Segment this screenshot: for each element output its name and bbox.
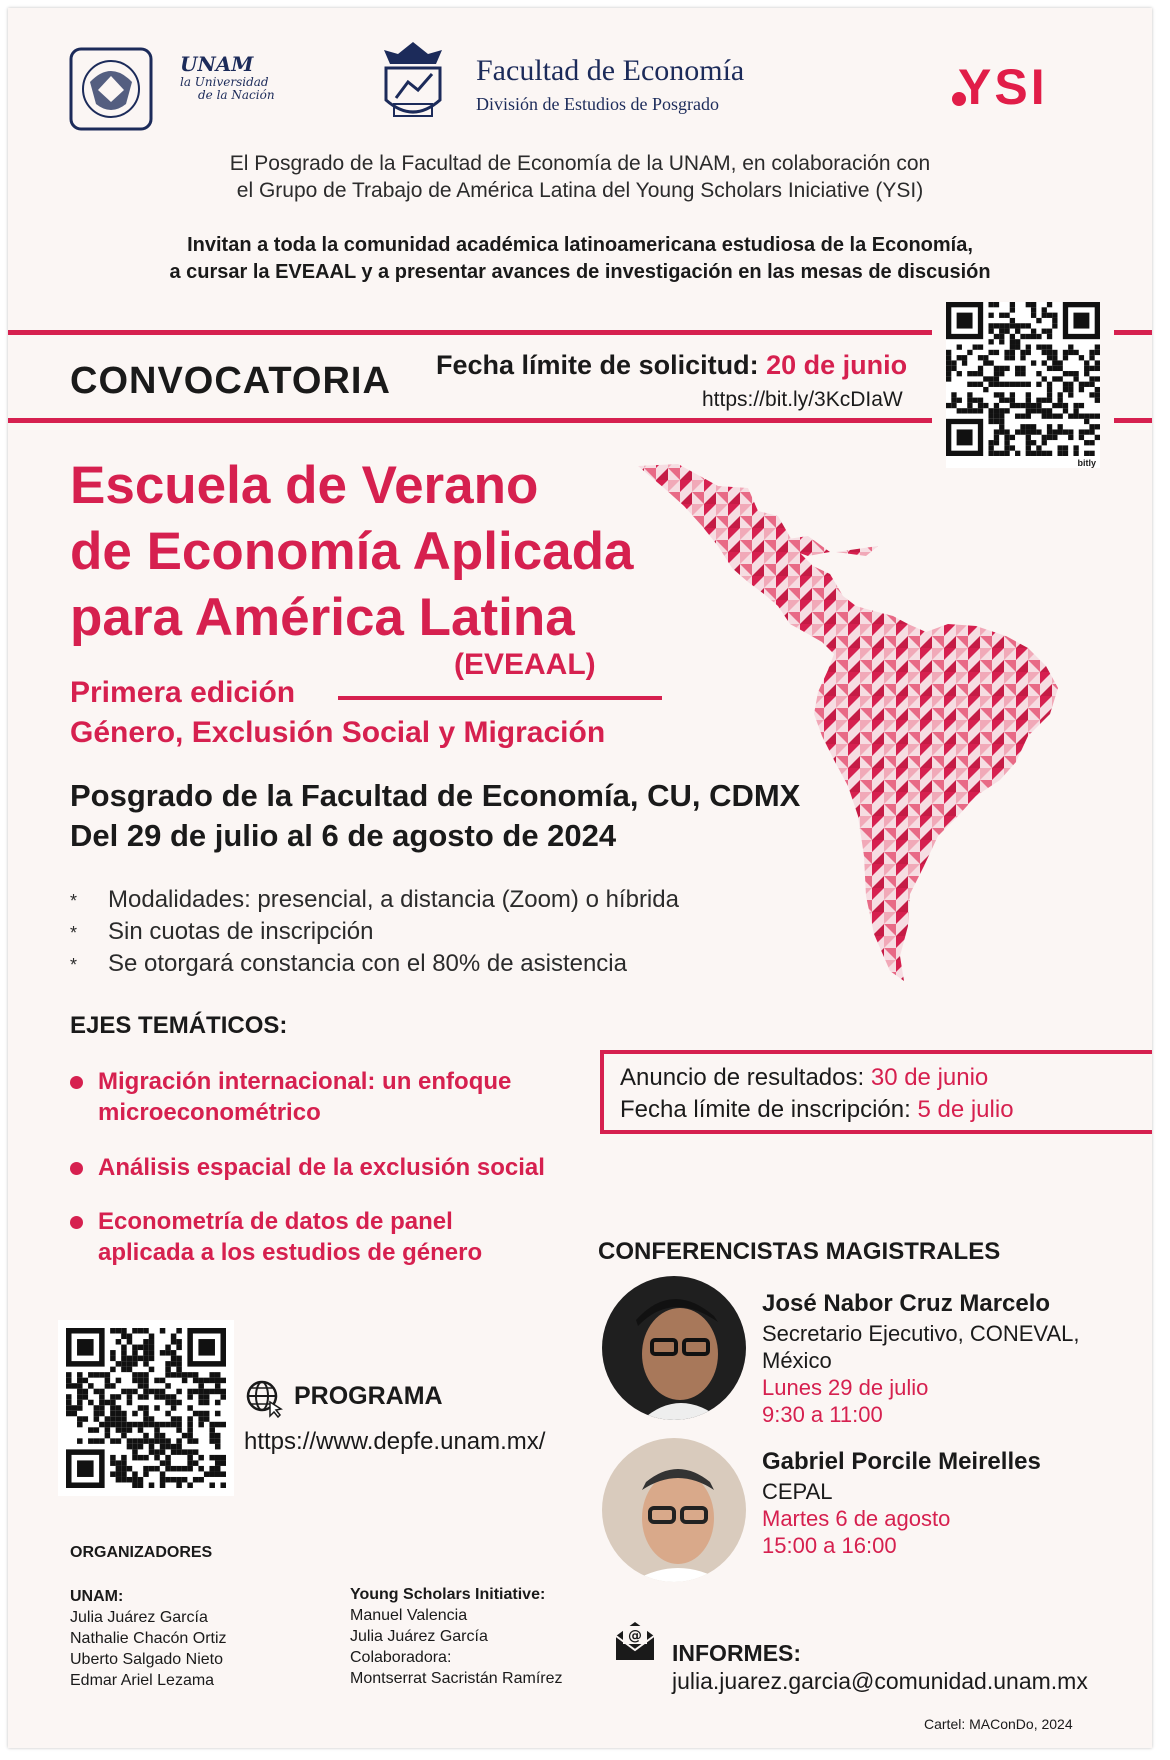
eje-line: aplicada a los estudios de género	[98, 1239, 483, 1266]
application-url[interactable]: https://bit.ly/3KcDIaW	[702, 388, 903, 411]
eje-line: Migración internacional: un enfoque	[98, 1068, 512, 1095]
bottom-rule-right	[1114, 418, 1152, 423]
unam-tagline-2: de la Nación	[198, 88, 275, 102]
speaker-2-role: CEPAL	[762, 1479, 833, 1504]
bullet-dot-icon	[70, 1216, 83, 1229]
organizers-unam-heading: UNAM:	[70, 1588, 124, 1605]
star-icon: *	[70, 955, 78, 975]
enroll-line	[620, 1094, 1152, 1126]
ysi-logo: YSI	[958, 59, 1048, 115]
unam-tagline-1: la Universidad	[180, 75, 269, 89]
eje-item	[70, 1066, 511, 1128]
poster-credit: Cartel: MAConDo, 2024	[924, 1716, 1073, 1732]
speaker-2-day: Martes 6 de agosto	[762, 1506, 951, 1531]
bullet-text: Se otorgará constancia con el 80% de asistencia	[108, 950, 627, 977]
unam-nation-logo	[180, 52, 280, 116]
bullet-text: Sin cuotas de inscripción	[108, 918, 374, 945]
organizer-name: Julia Juárez García	[350, 1628, 488, 1645]
unam-wordmark: UNAM	[180, 52, 254, 76]
intro-line-1: El Posgrado de la Facultad de Economía de la UNAM, en colaboración con	[229, 152, 931, 175]
organizer-name: Montserrat Sacristán Ramírez	[350, 1670, 563, 1687]
organizer-name: Manuel Valencia	[350, 1607, 468, 1624]
informes-label: INFORMES:	[672, 1640, 802, 1666]
speaker-1-country: México	[762, 1348, 832, 1373]
latin-america-map	[608, 456, 1148, 996]
qr-caption: bitly	[1077, 458, 1096, 468]
application-qr-code[interactable]	[946, 302, 1100, 468]
speaker-1-name: José Nabor Cruz Marcelo	[762, 1290, 1051, 1317]
program-label: PROGRAMA	[294, 1382, 443, 1410]
organizer-name: Edmar Ariel Lezama	[70, 1672, 215, 1689]
edition-rule	[338, 696, 662, 700]
intro-line-2: el Grupo de Trabajo de América Latina del Young Scholars Iniciative (YSI)	[236, 179, 924, 202]
qr-code-graphic	[946, 302, 1100, 456]
title-line-3: para América Latina	[70, 588, 575, 647]
bottom-rule-left	[8, 418, 932, 423]
event-dates: Del 29 de julio al 6 de agosto de 2024	[70, 818, 617, 853]
organizers-unam	[70, 1586, 227, 1691]
speaker-1-time: 9:30 a 11:00	[762, 1402, 883, 1427]
organizers-ysi	[350, 1584, 563, 1689]
bullet-text: Modalidades: presencial, a distancia (Zoom) o híbrida	[108, 886, 679, 913]
top-rule-right	[1114, 330, 1152, 335]
informes-email[interactable]: julia.juarez.garcia@comunidad.unam.mx	[672, 1668, 1088, 1694]
star-icon: *	[70, 923, 78, 943]
results-label: Anuncio de resultados:	[620, 1064, 865, 1091]
bullet-item	[70, 950, 627, 978]
speaker-1-day: Lunes 29 de julio	[762, 1375, 929, 1400]
deadline-date: 20 de junio	[766, 350, 908, 380]
email-envelope-icon	[614, 1620, 656, 1662]
program-qr-code[interactable]	[58, 1320, 234, 1496]
speaker-1-photo	[602, 1276, 746, 1420]
poster	[8, 8, 1152, 1748]
title-acronym: (EVEAAL)	[454, 648, 596, 681]
enroll-date: 5 de julio	[917, 1096, 1014, 1123]
eje-line: microeconométrico	[98, 1099, 321, 1126]
faculty-subtitle: División de Estudios de Posgrado	[476, 94, 719, 114]
speaker-2-name: Gabriel Porcile Meirelles	[762, 1448, 1041, 1475]
deadline-line	[436, 350, 907, 381]
organizer-name: Julia Juárez García	[70, 1609, 208, 1626]
svg-text:@: @	[628, 1628, 642, 1644]
results-date: 30 de junio	[870, 1064, 989, 1091]
unam-seal-logo	[68, 46, 154, 132]
title-line-2: de Economía Aplicada	[70, 522, 634, 581]
ejes-heading: EJES TEMÁTICOS:	[70, 1012, 288, 1039]
globe-cursor-icon	[244, 1378, 284, 1418]
convocatoria-label: CONVOCATORIA	[70, 360, 391, 402]
bullet-dot-icon	[70, 1162, 83, 1175]
organizer-name: Uberto Salgado Nieto	[70, 1651, 223, 1668]
speaker-2-time: 15:00 a 16:00	[762, 1533, 897, 1558]
eje-item	[70, 1152, 545, 1183]
bullet-dot-icon	[70, 1076, 83, 1089]
deadline-label: Fecha límite de solicitud:	[436, 350, 759, 380]
bullet-item	[70, 886, 679, 914]
program-url[interactable]: https://www.depfe.unam.mx/	[244, 1428, 546, 1455]
title-line-1: Escuela de Verano	[70, 456, 539, 515]
faculty-title: Facultad de Economía	[476, 54, 745, 87]
invite-line-2: a cursar la EVEAAL y a presentar avances de investigación en las mesas de discusión	[169, 261, 991, 283]
edition-label: Primera edición	[70, 676, 296, 709]
top-rule-left	[8, 330, 932, 335]
organizer-name: Nathalie Chacón Ortiz	[70, 1630, 227, 1647]
results-box	[600, 1050, 1152, 1134]
speaker-1-role: Secretario Ejecutivo, CONEVAL,	[762, 1321, 1080, 1346]
eje-line: Econometría de datos de panel	[98, 1208, 453, 1235]
venue: Posgrado de la Facultad de Economía, CU, CDMX	[70, 778, 801, 813]
organizers-ysi-heading: Young Scholars Initiative:	[350, 1586, 546, 1603]
speaker-2-photo	[602, 1438, 746, 1582]
organizers-heading: ORGANIZADORES	[70, 1544, 213, 1561]
bullet-item	[70, 918, 373, 946]
invite-line-1: Invitan a toda la comunidad académica latinoamericana estudiosa de la Economía,	[187, 234, 973, 256]
enroll-label: Fecha límite de inscripción:	[620, 1096, 911, 1123]
results-line	[620, 1062, 1152, 1094]
star-icon: *	[70, 891, 78, 911]
eje-line: Análisis espacial de la exclusión social	[98, 1154, 545, 1181]
collaborator-label: Colaboradora:	[350, 1649, 452, 1666]
qr-code-graphic	[66, 1328, 226, 1488]
theme-label: Género, Exclusión Social y Migración	[70, 716, 606, 749]
facultad-shield-logo	[378, 38, 448, 126]
speakers-heading: CONFERENCISTAS MAGISTRALES	[598, 1238, 1001, 1265]
eje-item	[70, 1206, 482, 1268]
